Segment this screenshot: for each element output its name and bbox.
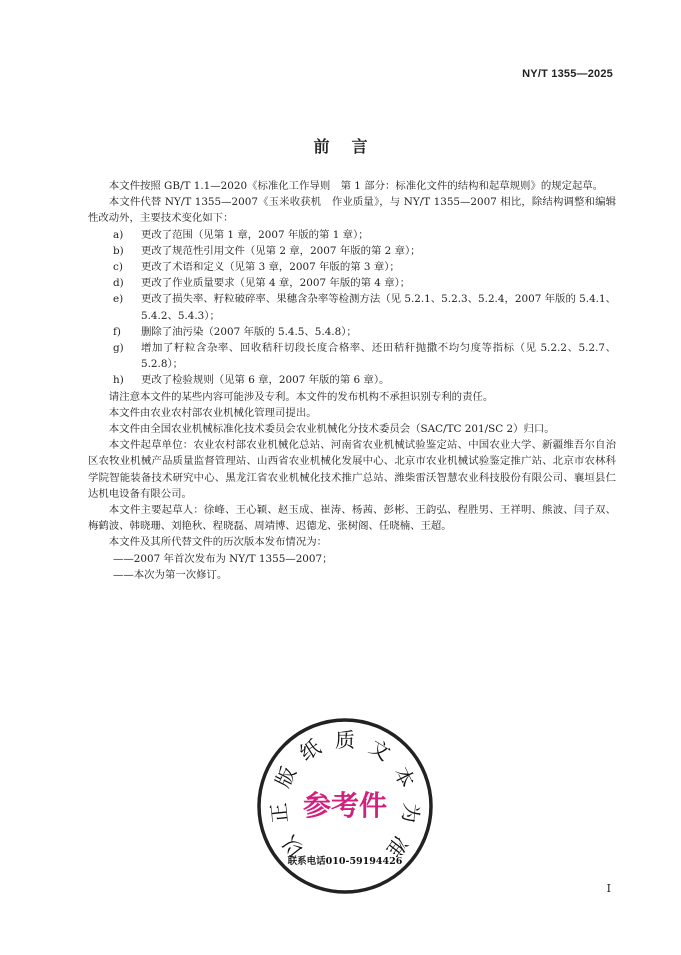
stamp-arc-char: 质	[335, 728, 355, 752]
list-item	[88, 243, 616, 259]
list-item-label: d)	[113, 277, 124, 290]
page-number: I	[606, 882, 611, 895]
list-item	[88, 275, 616, 291]
list-item-text: 更改了检验规则（见第 6 章，2007 年版的第 6 章）。	[141, 374, 390, 387]
stamp-arc-char: 正	[266, 801, 293, 825]
paragraph: 本文件由农业农村部农业机械化管理司提出。	[108, 406, 317, 419]
list-item-text: 删除了油污染（2007 年版的 5.4.5、5.4.8）；	[141, 325, 357, 338]
list-item-text: 更改了规范性引用文件（见第 2 章，2007 年版的第 2 章）；	[141, 244, 421, 257]
paragraph: 请注意本文件的某些内容可能涉及专利。本文件的发布机构不承担识别专利的责任。	[108, 390, 494, 403]
stamp-arc-char: 纸	[295, 734, 325, 766]
stamp-arc-char: 版	[270, 762, 301, 792]
changes-list	[88, 227, 616, 389]
list-item-text: 增加了籽粒含杂率、回收秸秆切段长度合格率、还田秸秆抛撒不均匀度等指标（见 5.2.2、5.2.7、5.2.8）；	[141, 342, 616, 371]
paragraph: 本文件代替 NY/T 1355—2007《玉米收获机 作业质量》，与 NY/T 1355—2007 相比，除结构调整和编辑性改动外，主要技术变化如下：	[88, 196, 616, 225]
list-item-label: a)	[113, 228, 124, 241]
stamp-arc-char: 为	[397, 801, 424, 825]
list-item-label: b)	[113, 244, 124, 257]
list-item	[88, 324, 616, 340]
stamp-phone-text: 联系电话010-59194426	[287, 856, 403, 867]
list-item-label: h)	[113, 374, 124, 387]
list-item	[88, 340, 616, 372]
list-item	[88, 259, 616, 275]
list-item-text: 更改了损失率、籽粒破碎率、果穗含杂率等检测方法（见 5.2.1、5.2.3、5.2.4，2007 年版的 5.4.1、5.4.2、5.4.3）；	[141, 293, 616, 322]
list-item-text: 更改了范围（见第 1 章，2007 年版的第 1 章）；	[141, 228, 369, 241]
list-item-text: 更改了术语和定义（见第 3 章，2007 年版的第 3 章）；	[141, 261, 400, 274]
list-item-text: 更改了作业质量要求（见第 4 章，2007 年版的第 4 章）；	[141, 277, 411, 290]
stamp-arc-char: 以	[277, 831, 309, 862]
page-title: 前言	[313, 137, 390, 156]
document-body	[88, 178, 616, 583]
reference-copy-stamp	[255, 716, 435, 896]
list-item	[88, 372, 616, 388]
paragraph: 本文件及其所代替文件的历次版本发布情况为：	[108, 536, 327, 549]
list-item	[88, 291, 616, 323]
paragraph: 本文件由全国农业机械标准化技术委员会农业机械化分技术委员会（SAC/TC 201/SC 2）归口。	[108, 423, 555, 436]
history-item: ——2007 年首次发布为 NY/T 1355—2007；	[113, 552, 333, 565]
stamp-arc-char: 准	[381, 831, 413, 862]
list-item-label: c)	[113, 261, 123, 274]
list-item-label: f)	[113, 325, 121, 338]
list-item-label: g)	[113, 342, 124, 355]
list-item	[88, 227, 616, 243]
stamp-arc-char: 文	[365, 734, 395, 766]
paragraph: 本文件起草单位：农业农村部农业机械化总站、河南省农业机械试验鉴定站、中国农业大学、新疆维吾尔自治区农牧业机械产品质量监督管理站、山西省农业机械化发展中心、北京市农业机械试验鉴定推广站、北京市农林科学院智能装备技术研究中心、黑龙江省农业机械化技术推广总站、潍柴雷沃智慧农业科技股份有限公司、襄垣县仁达机电设备有限公司。	[88, 439, 616, 500]
stamp-arc-char: 本	[389, 762, 420, 792]
paragraph: 本文件主要起草人：徐峰、王心颖、赵玉成、崔涛、杨茜、彭彬、王韵弘、程胜男、王祥明、熊波、闫子双、梅鹤波、韩晓珊、刘艳秋、程晓磊、周靖博、迟德龙、张树阁、任晓楠、王超。	[88, 504, 616, 533]
paragraph: 本文件按照 GB/T 1.1—2020《标准化工作导则 第 1 部分：标准化文件的结构和起草规则》的规定起草。	[108, 180, 604, 192]
list-item-label: e)	[113, 293, 124, 306]
stamp-center-text: 参考件	[302, 789, 388, 822]
history-item: ——本次为第一次修订。	[113, 568, 228, 581]
standard-code: NY/T 1355—2025	[522, 68, 613, 80]
